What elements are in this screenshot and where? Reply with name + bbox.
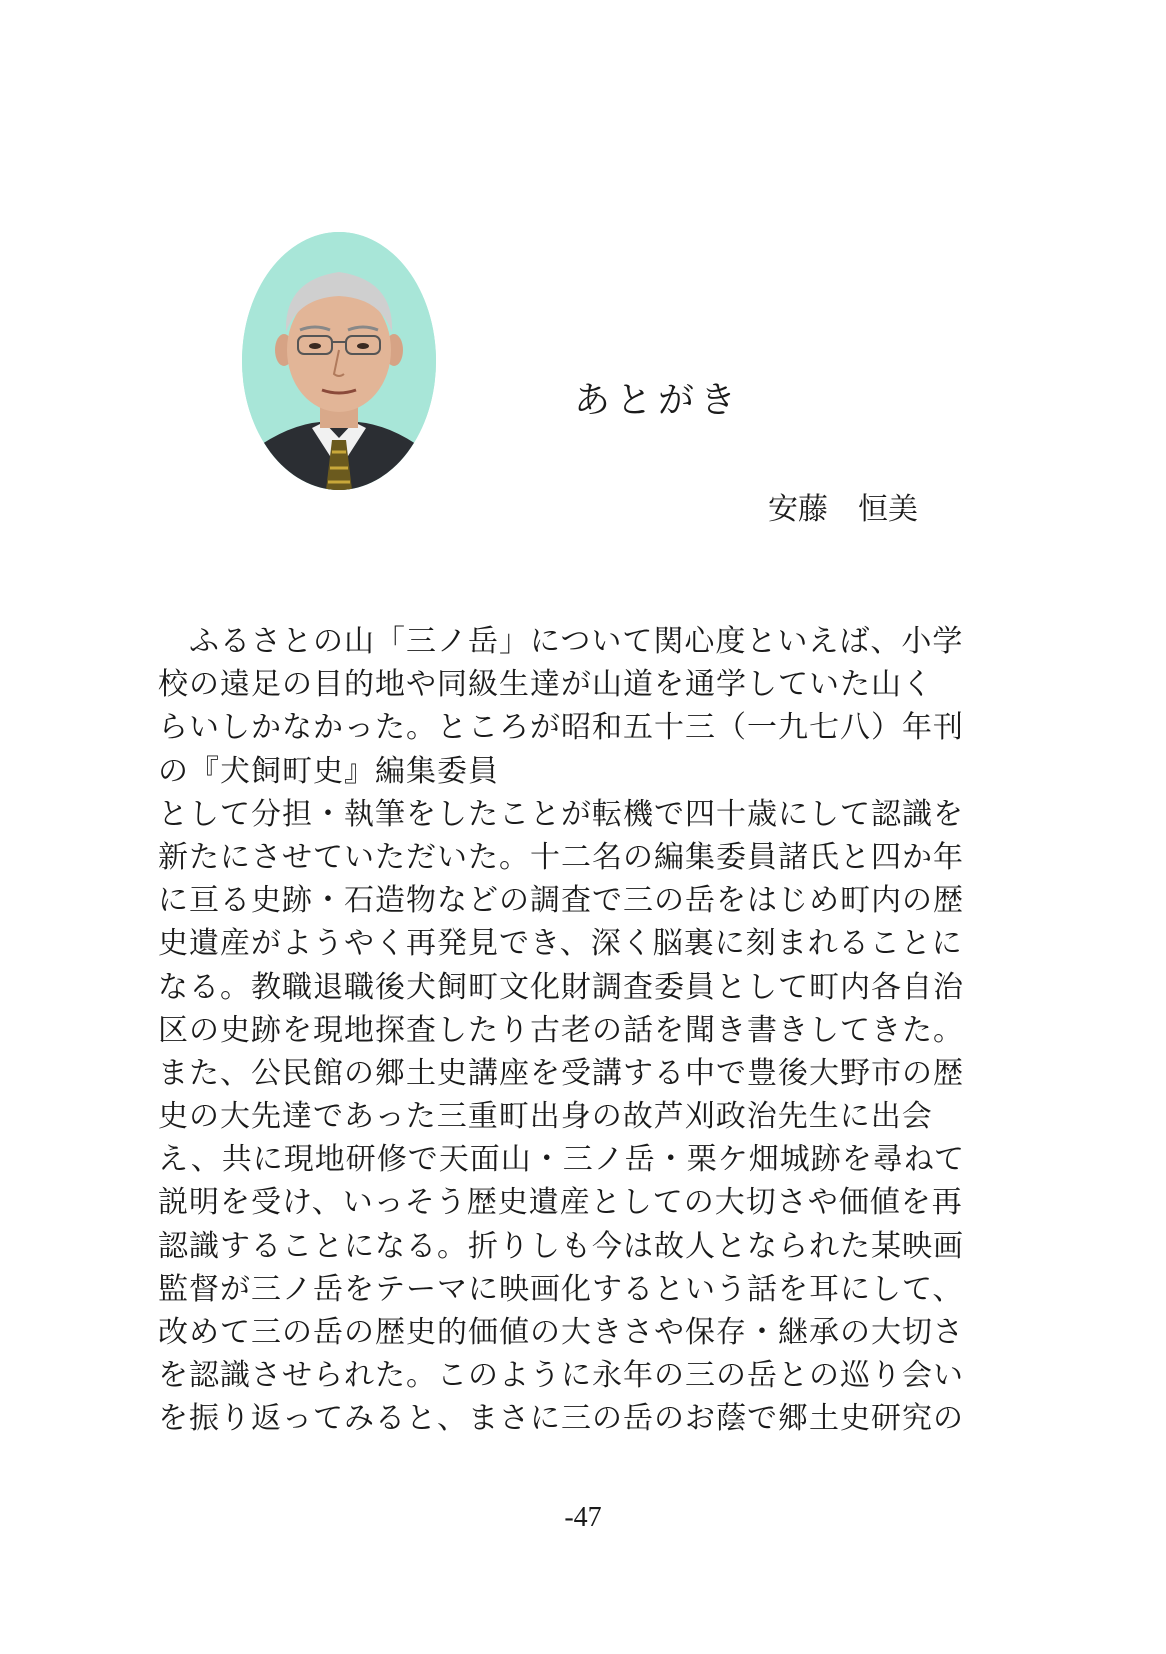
text-line: 監督が三ノ岳をテーマに映画化するという話を耳にして、 (158, 1271, 964, 1307)
text-line: 区の史跡を現地探査したり古老の話を聞き書きしてきた。 (158, 1012, 964, 1048)
text-line: 史遺産がようやく再発見でき、深く脳裏に刻まれることに (158, 926, 963, 962)
author-name: 安藤 恒美 (768, 492, 918, 527)
text-line: を認識させられた。このように永年の三の岳との巡り会い (158, 1358, 964, 1394)
text-line: に亘る史跡・石造物などの調査で三の岳をはじめ町内の歴 (158, 883, 964, 919)
text-line: 説明を受け、いっそう歴史遺産としての大切さや価値を再 (158, 1185, 963, 1221)
text-line: として分担・執筆をしたことが転機で四十歳にして認識を (158, 796, 964, 832)
text-line: 改めて三の岳の歴史的価値の大きさや保存・継承の大切さ (158, 1315, 964, 1350)
page-number: -47 (564, 1502, 602, 1533)
text-line: 認識することになる。折りしも今は故人となられた某映画 (158, 1228, 964, 1264)
text-line: 史の大先達であった三重町出身の故芦刈政治先生に出会 (158, 1099, 933, 1135)
text-line: の『犬飼町史』編集委員 (158, 753, 499, 789)
portrait-image (242, 232, 436, 490)
text-line: ふるさとの山「三ノ岳」について関心度といえば、小学 (158, 624, 964, 659)
author-portrait (242, 232, 436, 490)
text-line: え、共に現地研修で天面山・三ノ岳・栗ケ畑城跡を尋ねて (158, 1142, 966, 1178)
text-line: を振り返ってみると、まさに三の岳のお蔭で郷土史研究の (158, 1401, 964, 1437)
text-line: らいしかなかった。ところが昭和五十三（一九七八）年刊 (158, 710, 964, 746)
text-line: なる。教職退職後犬飼町文化財調査委員として町内各自治 (158, 969, 964, 1005)
body-text (158, 620, 1018, 1441)
text-line: また、公民館の郷土史講座を受講する中で豊後大野市の歴 (158, 1055, 964, 1091)
text-line: 新たにさせていただいた。十二名の編集委員諸氏と四か年 (158, 839, 964, 875)
page-title: あとがき (574, 380, 743, 421)
text-line: 校の遠足の目的地や同級生達が山道を通学していた山く (158, 667, 933, 703)
